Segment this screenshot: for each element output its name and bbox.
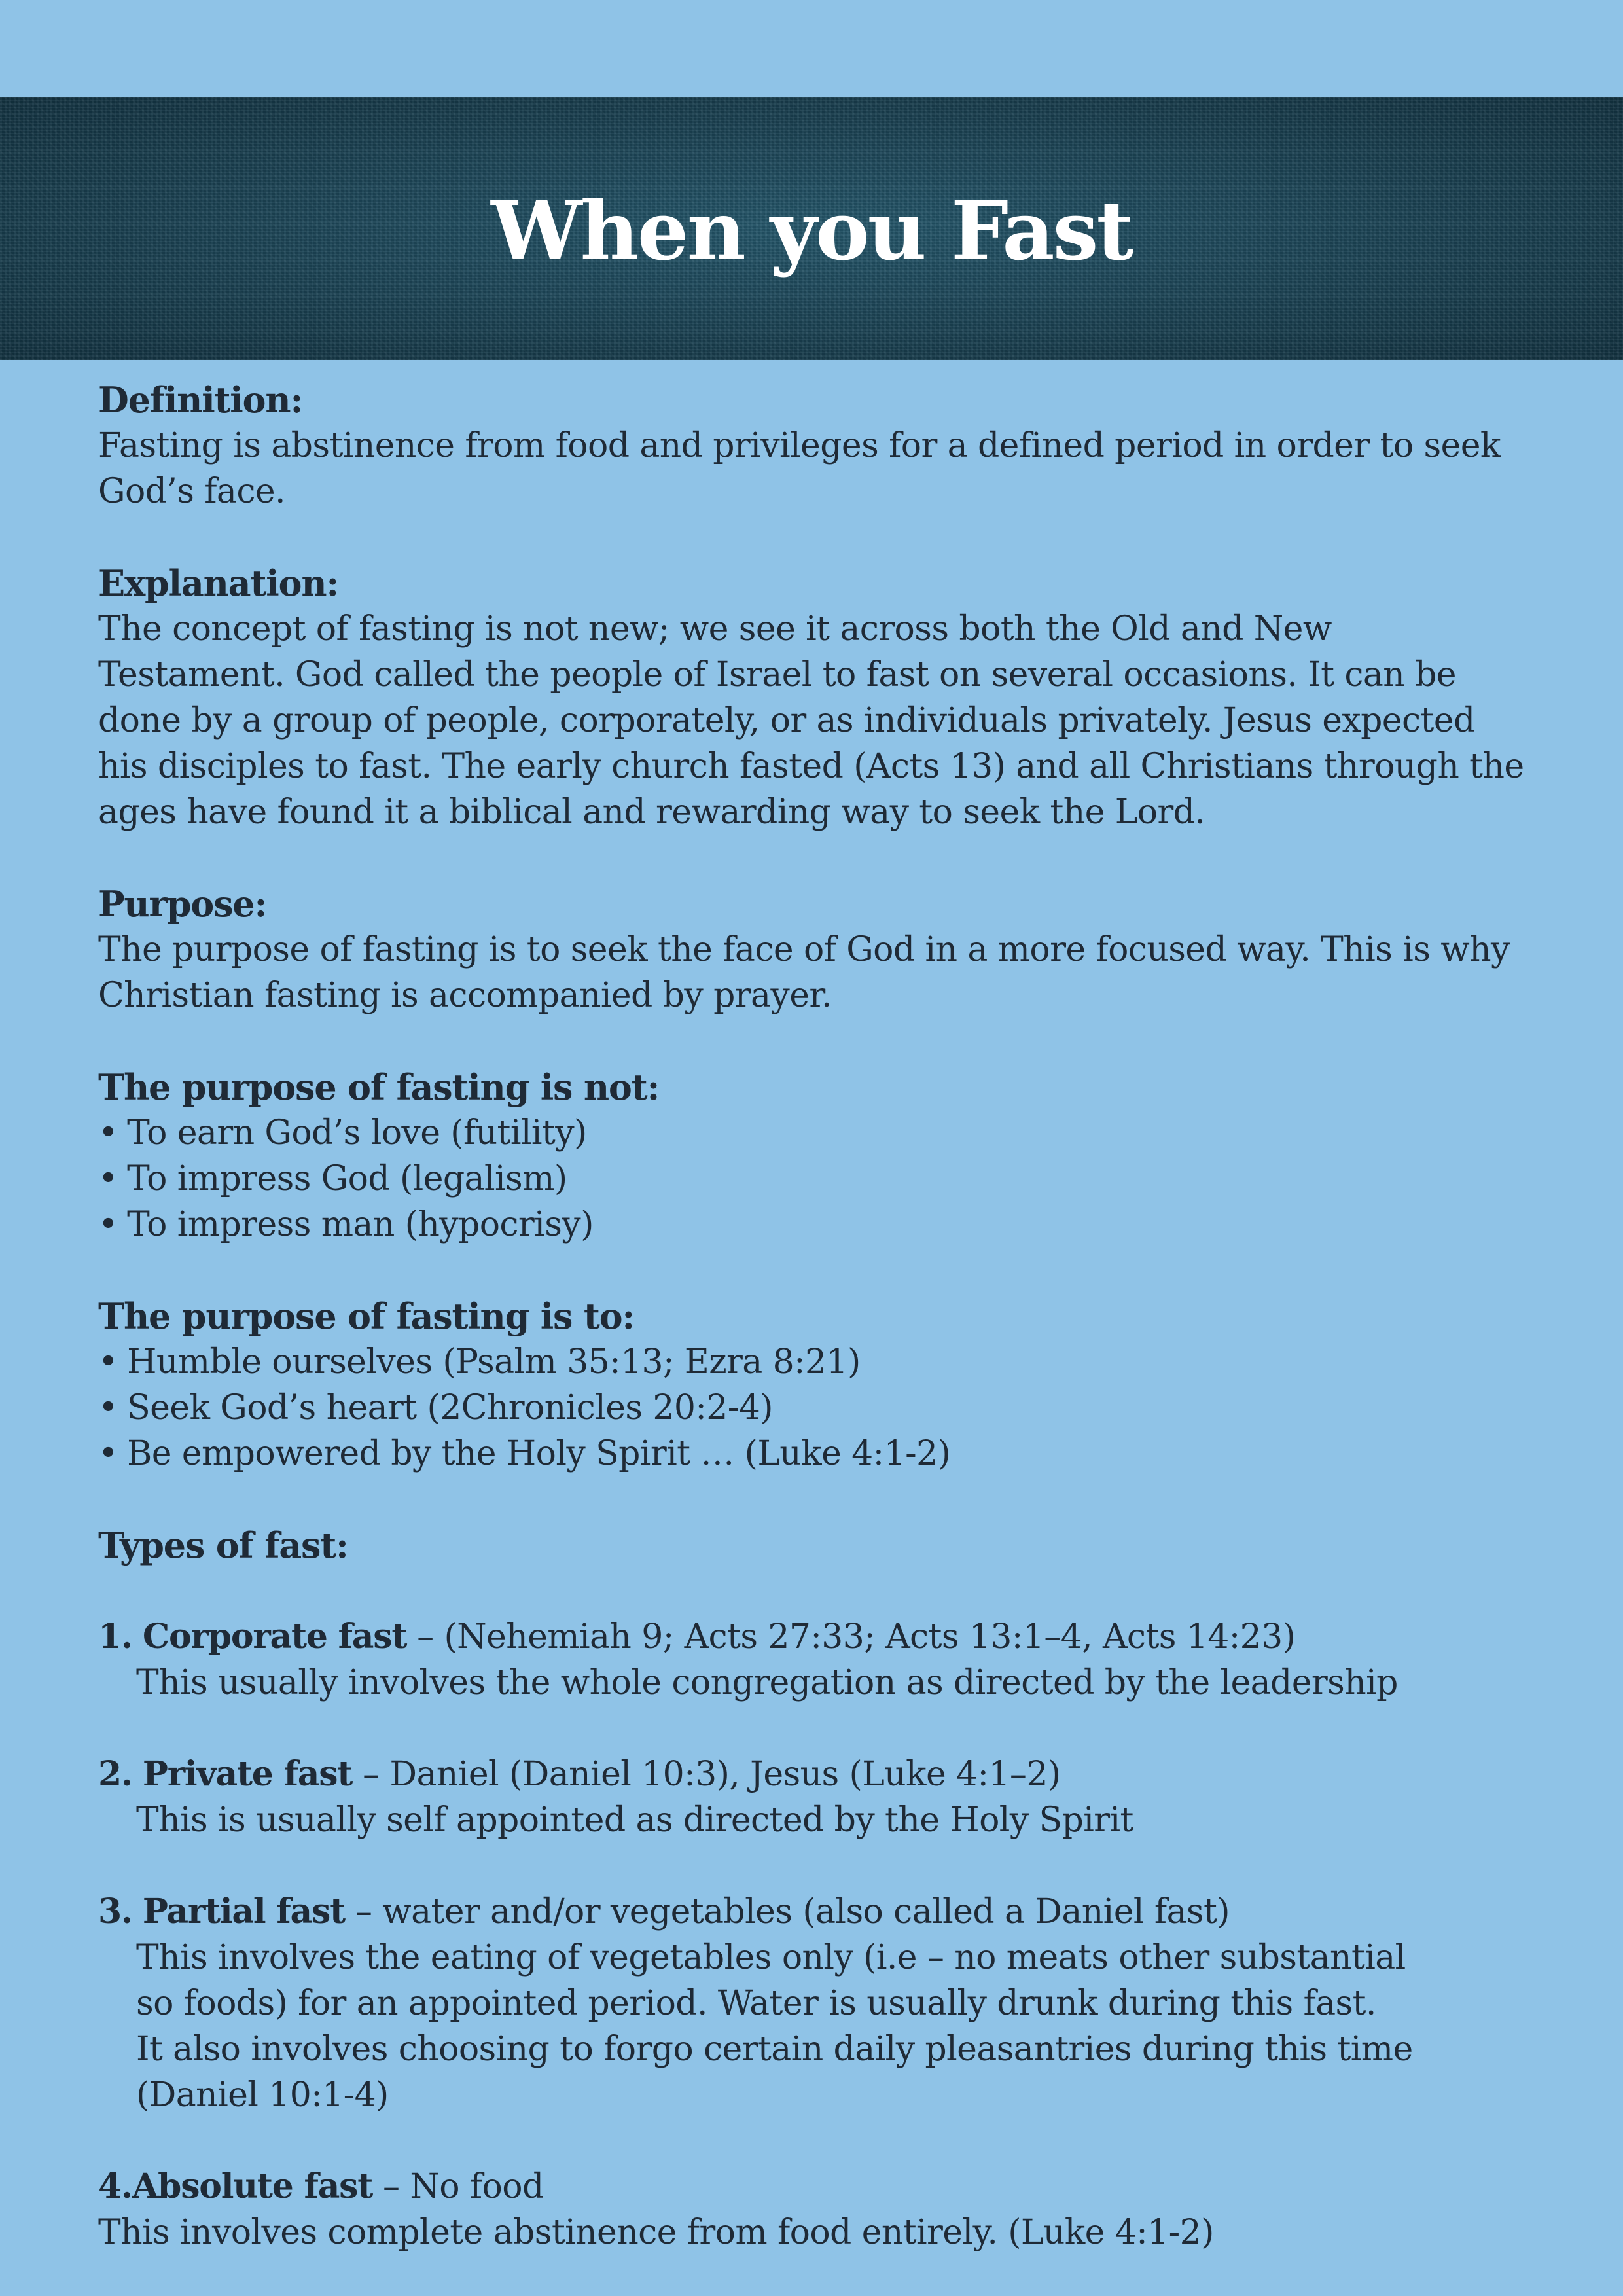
fast-type-description: This is usually self appointed as directed by the Holy Spirit (136, 1801, 1133, 1840)
list-item (98, 1385, 1538, 1431)
spacer (98, 2118, 1538, 2164)
purpose-not-list (98, 1110, 1538, 1247)
fast-type-number: 1. (98, 1617, 132, 1657)
fast-type-number: 3. (98, 1892, 132, 1931)
fast-type-name: Absolute fast (132, 2166, 373, 2206)
fast-type-name: Corporate fast (142, 1617, 407, 1657)
explanation-section (98, 560, 1538, 835)
fast-type-absolute (98, 2164, 1538, 2255)
fast-type-detail: – Daniel (Daniel 10:3), Jesus (Luke 4:1–2) (352, 1755, 1061, 1794)
explanation-text: The concept of fasting is not new; we see it across both the Old and New Testament. God called the people of Israel to fast on several occasions. It can be done by a group of people, corporately, or as individuals privately. Jesus expected his disciples to fast. The early church fasted (Acts 13) and all Christians through the ages have found it a biblical and rewarding way to seek the Lord. (98, 609, 1524, 832)
bullet-icon: • (98, 1342, 118, 1382)
spacer (98, 1247, 1538, 1293)
list-item (98, 1156, 1538, 1202)
spacer (98, 835, 1538, 881)
list-item (98, 1202, 1538, 1247)
bullet-icon: • (98, 1113, 118, 1153)
purpose-to-heading: The purpose of fasting is to: (98, 1295, 635, 1337)
definition-section (98, 377, 1538, 514)
document-body (98, 377, 1538, 2255)
spacer (98, 1843, 1538, 1889)
fast-type-detail: – No food (372, 2167, 544, 2206)
fast-type-description: This involves the eating of vegetables only (i.e – no meats other substantial so foods) for an appointed period. Water is usually drunk during this fast. It also involves choosing to forgo certain daily pleasantries during this time (Daniel 10:1-4) (136, 1938, 1413, 2115)
list-item-text: Be empowered by the Holy Spirit … (Luke 4:1-2) (127, 1434, 951, 1473)
spacer (98, 1018, 1538, 1064)
fast-type-description: This usually involves the whole congregation as directed by the leadership (136, 1663, 1398, 1702)
bullet-icon: • (98, 1388, 118, 1427)
definition-heading: Definition: (98, 379, 303, 421)
spacer (98, 1477, 1538, 1522)
bullet-icon: • (98, 1159, 118, 1198)
title-banner (0, 97, 1623, 360)
bullet-icon: • (98, 1205, 118, 1244)
fast-type-title (98, 1614, 1538, 1660)
purpose-to-list (98, 1339, 1538, 1477)
fast-type-name: Private fast (142, 1754, 353, 1794)
list-item-text: To earn God’s love (futility) (127, 1113, 587, 1153)
fast-type-description: This involves complete abstinence from food entirely. (Luke 4:1-2) (98, 2213, 1214, 2252)
list-item-text: To impress God (legalism) (127, 1159, 567, 1198)
spacer (98, 1706, 1538, 1751)
bullet-icon: • (98, 1434, 118, 1473)
purpose-text: The purpose of fasting is to seek the face of God in a more focused way. This is why Christian fasting is accompanied by prayer. (98, 930, 1510, 1015)
purpose-section (98, 881, 1538, 1018)
fast-type-number: 4. (98, 2166, 132, 2206)
fast-type-corporate (98, 1614, 1538, 1706)
purpose-not-section (98, 1064, 1538, 1247)
types-heading: Types of fast: (98, 1524, 348, 1566)
fast-type-partial (98, 1889, 1538, 2118)
list-item (98, 1431, 1538, 1477)
explanation-heading: Explanation: (98, 562, 339, 604)
fast-type-title (98, 2164, 1538, 2210)
definition-text: Fasting is abstinence from food and privileges for a defined period in order to seek God’s face. (98, 426, 1501, 511)
purpose-to-section (98, 1293, 1538, 1477)
list-item (98, 1110, 1538, 1156)
types-section (98, 1522, 1538, 2255)
page-title: When you Fast (491, 183, 1132, 279)
list-item-text: Seek God’s heart (2Chronicles 20:2-4) (127, 1388, 773, 1427)
fast-type-name: Partial fast (142, 1892, 345, 1931)
fast-type-detail: – water and/or vegetables (also called a Daniel fast) (344, 1892, 1230, 1931)
list-item (98, 1339, 1538, 1385)
fast-type-title (98, 1889, 1538, 1935)
purpose-heading: Purpose: (98, 883, 267, 925)
spacer (98, 514, 1538, 560)
fast-type-detail: – (Nehemiah 9; Acts 27:33; Acts 13:1–4, Acts 14:23) (406, 1617, 1296, 1657)
purpose-not-heading: The purpose of fasting is not: (98, 1066, 660, 1108)
fast-type-title (98, 1751, 1538, 1797)
list-item-text: To impress man (hypocrisy) (127, 1205, 594, 1244)
fast-type-number: 2. (98, 1754, 132, 1794)
spacer (98, 1568, 1538, 1614)
fast-type-private (98, 1751, 1538, 1843)
list-item-text: Humble ourselves (Psalm 35:13; Ezra 8:21) (127, 1342, 861, 1382)
